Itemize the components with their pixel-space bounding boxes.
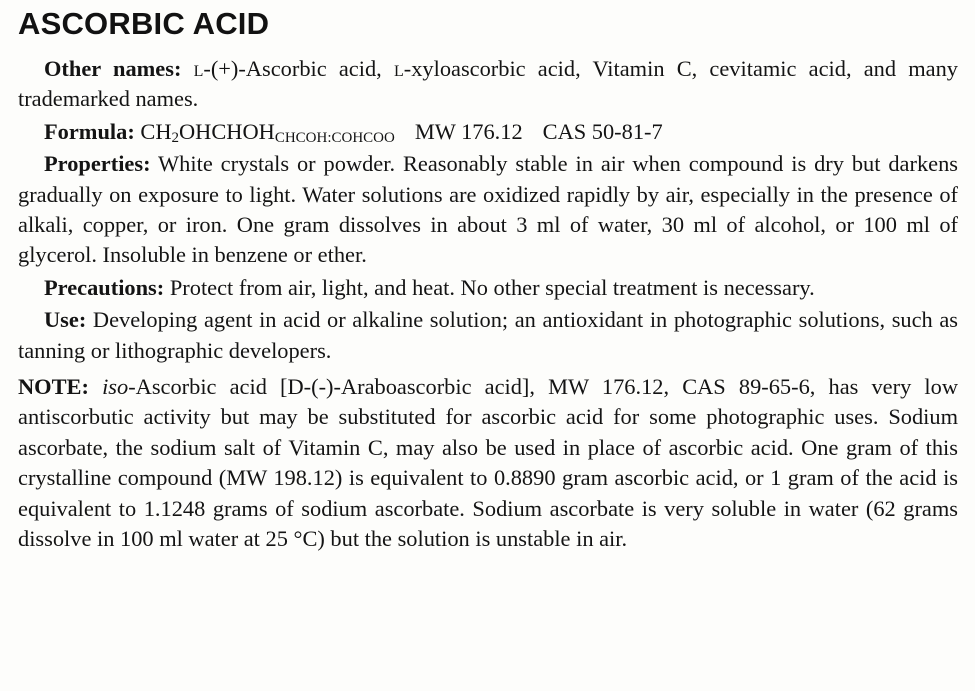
precautions-paragraph xyxy=(18,273,958,303)
properties-text: White crystals or powder. Reasonably stable in air when compound is dry but darkens gradually on exposure to light. Water solutions are oxidized rapidly by air, especially in the presence of alkali, copper, or iron. One gram dissolves in about 3 ml of water, 30 ml of alcohol, or 100 ml of glycerol. Insoluble in benzene or ether. xyxy=(18,151,958,268)
properties-label: Properties: xyxy=(44,151,151,177)
other-names-paragraph xyxy=(18,54,958,115)
l-prefix-1: l xyxy=(193,56,204,81)
use-label: Use: xyxy=(44,307,87,333)
entry-body xyxy=(18,54,958,557)
use-text: Developing agent in acid or alkaline solution; an antioxidant in photographic solutions, such as tanning or lithographic developers. xyxy=(18,307,958,363)
other-names-label: Other names: xyxy=(44,56,182,81)
formula-part-3: CHCOH:COHCOO xyxy=(274,129,395,146)
precautions-text: Protect from air, light, and heat. No other special treatment is necessary. xyxy=(169,274,815,300)
properties-paragraph xyxy=(18,149,958,271)
formula-part-2: OHCHOH xyxy=(179,118,275,144)
iso-prefix: iso xyxy=(102,374,129,400)
other-names-rest: -xyloascorbic acid, Vitamin C, cevitamic acid, and many trademarked names. xyxy=(18,56,958,112)
use-paragraph xyxy=(18,305,958,366)
note-text: -Ascorbic acid [D-(-)-Araboascorbic acid], MW 176.12, CAS 89-65-6, has very low antiscorbutic activity but may be substituted for ascorbic acid for some photographic uses. Sodium ascorbate, the sodium salt of Vitamin C, may also be used in place of ascorbic acid. One gram of this crystalline compound (MW 198.12) is equivalent to 0.8890 gram ascorbic acid, or 1 gram of the acid is equivalent to 1.1248 grams of sodium ascorbate. Sodium ascorbate is very soluble in water (62 grams dissolve in 100 ml water at 25 °C) but the solution is unstable in air. xyxy=(18,374,958,552)
formula-part-1: CH xyxy=(140,118,172,144)
note-label: NOTE: xyxy=(18,374,89,400)
molecular-weight: MW 176.12 xyxy=(414,118,523,144)
note-paragraph xyxy=(18,372,958,554)
formula-label: Formula: xyxy=(44,118,135,144)
formula-subscript: 2 xyxy=(171,129,180,146)
precautions-label: Precautions: xyxy=(44,274,165,300)
cas-number: CAS 50-81-7 xyxy=(542,118,663,144)
l-prefix-2: l xyxy=(393,56,404,81)
entry-title: ASCORBIC ACID xyxy=(18,6,270,41)
other-name-1: -(+)-Ascorbic acid, xyxy=(203,56,382,81)
formula-paragraph xyxy=(18,117,958,147)
